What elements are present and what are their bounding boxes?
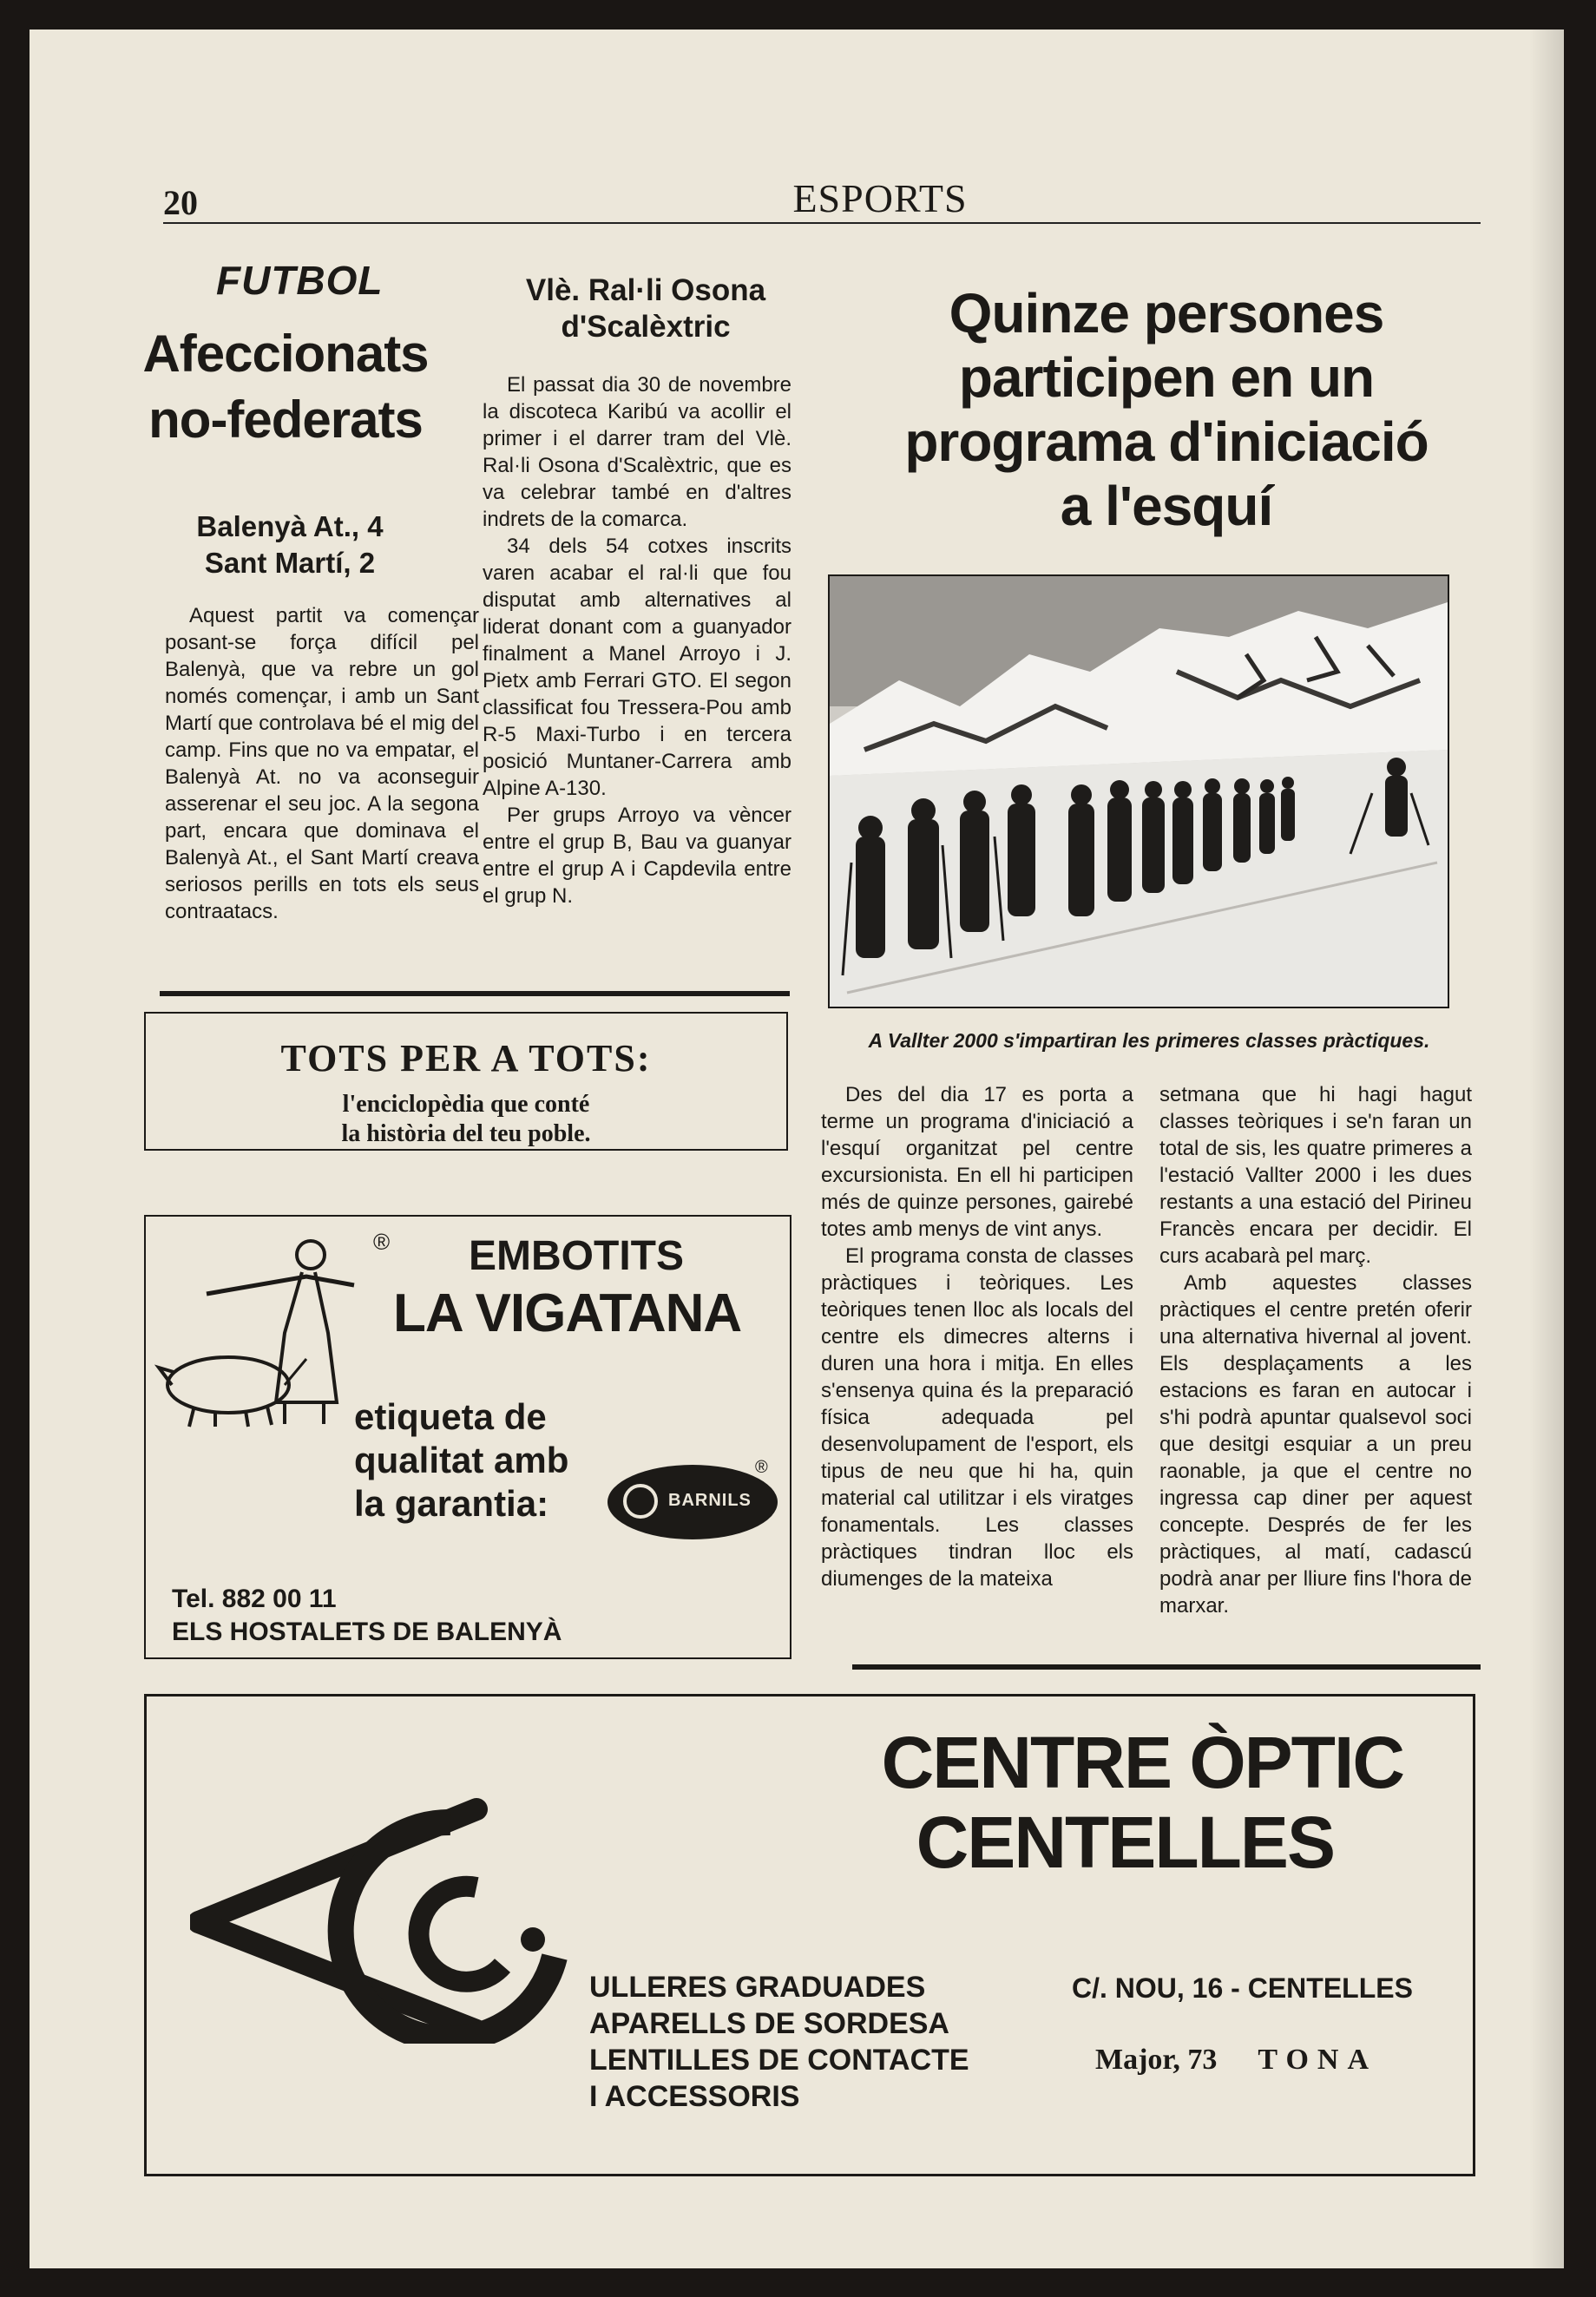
football-paragraph: Aquest partit va començar posant-se força difícil pel Balenyà, que va rebre un gol només començar, i amb un Sant Martí que controlava bé el mig del camp. Fins que no va empatar, el Balenyà At. no va aconseguir asserenar el seu joc. A la segona part, encara que dominava el Balenyà At., el Sant Martí creava seriosos perills en tots els seus contraatacs. bbox=[165, 604, 479, 923]
ski-headline bbox=[863, 281, 1470, 538]
football-headline-line: Afeccionats bbox=[142, 325, 429, 383]
section-title: ESPORTS bbox=[792, 176, 968, 220]
farmer-with-pig-icon bbox=[154, 1229, 363, 1428]
ski-paragraph: El programa consta de classes pràctiques i teòriques. Les teòriques tenen lloc als locals del centre els dimecres alterns i duren una hora i mitja. En elles s'ensenya quina és la preparació física adequada pel desenvolupament de l'esport, els tipus de neu que hi ha, quin material cal utilitzar i els viratges fonamentals. Les classes pràctiques tindran lloc els diumenges de la mateixa bbox=[821, 1244, 1133, 1591]
ad-tots-title: TOTS PER A TOTS: bbox=[280, 1037, 652, 1080]
ad-tots-line: l'enciclopèdia que conté bbox=[342, 1091, 590, 1118]
ski-paragraph: Des del dia 17 es porta a terme un programa d'iniciació a l'esquí organitzat pel centre excursionista. En ell hi participen més de quinze persones, gairebé totes amb menys de vint anys. bbox=[821, 1083, 1133, 1241]
ad-vigatana-slogan-line: la garantia: bbox=[354, 1483, 549, 1524]
football-body bbox=[165, 602, 479, 925]
ad-optic-title1: CENTRE ÒPTIC bbox=[881, 1722, 1403, 1803]
ad-optic-title2: CENTELLES bbox=[916, 1802, 1334, 1883]
ad-optic-address2 bbox=[1095, 2044, 1377, 2077]
ski-paragraph: setmana que hi hagi hagut classes teòriques i se'n faran un total de sis, les quatre primeres a l'estació Vallter 2000 i les dues restants a una estació del Pirineu Francès encara per decidir. El curs acabarà pel març. bbox=[1159, 1083, 1472, 1268]
rally-paragraph: Per grups Arroyo va vèncer entre el grup B, Bau va guanyar entre el grup A i Capdevila entre el grup N. bbox=[483, 804, 791, 908]
rally-paragraph: El passat dia 30 de novembre la discoteca Karibú va acollir el primer i el darrer tram del Vlè. Ral·li Osona d'Scalèxtric, que es va celebrar també en d'altres indrets de la comarca. bbox=[483, 373, 791, 531]
barnils-logo bbox=[608, 1465, 778, 1539]
ad-vigatana-slogan-line: qualitat amb bbox=[354, 1440, 569, 1480]
header-rule bbox=[163, 222, 1481, 224]
ski-photo bbox=[828, 574, 1449, 1008]
football-score-home: Balenyà At., 4 bbox=[196, 510, 384, 542]
ad-vigatana-slogan-line: etiqueta de bbox=[354, 1396, 547, 1437]
ski-photo-caption: A Vallter 2000 s'impartiran les primeres classes pràctiques. bbox=[868, 1029, 1430, 1052]
ad-centre-optic bbox=[144, 1694, 1475, 2176]
newspaper-page bbox=[30, 30, 1564, 2268]
ski-headline-line: participen en un bbox=[958, 346, 1375, 409]
rally-title bbox=[498, 272, 793, 345]
football-kicker: FUTBOL bbox=[216, 258, 384, 303]
registered-mark: ® bbox=[755, 1458, 768, 1477]
ski-body-col2 bbox=[1159, 1081, 1472, 1619]
ad-optic-town: TONA bbox=[1258, 2044, 1378, 2076]
rally-title-line: Vlè. Ral·li Osona bbox=[525, 273, 766, 307]
football-headline-line: no-federats bbox=[148, 390, 423, 449]
ad-optic-address1: C/. NOU, 16 - CENTELLES bbox=[1072, 1972, 1413, 2004]
page-edge-shadow bbox=[1529, 30, 1564, 2268]
registered-mark: ® bbox=[373, 1229, 391, 1255]
ad-optic-product: ULLERES GRADUADES bbox=[589, 1971, 926, 2004]
page-number: 20 bbox=[163, 183, 198, 222]
ad-vigatana-line2: LA VIGATANA bbox=[393, 1283, 742, 1343]
ski-paragraph: Amb aquestes classes pràctiques el centre pretén oferir una alternativa hivernal al jovent. Els desplaçaments a les estacions es faran en autocar i s'hi podrà apuntar qualsevol soci que desitgi esquiar a un preu raonable, ja que el centre no ingressa cap diner per aquest concepte. Després de fer les pràctiques, al matí, cadascú podrà anar per lliure fins l'hora de marxar. bbox=[1159, 1271, 1472, 1618]
ski-bottom-rule bbox=[852, 1664, 1481, 1670]
rally-body bbox=[483, 371, 791, 909]
ad-tots-per-a-tots bbox=[144, 1012, 788, 1151]
ad-optic-product: APARELLS DE SORDESA bbox=[589, 2007, 949, 2040]
ski-photo-illustration bbox=[830, 576, 1448, 1007]
barnils-brand: BARNILS bbox=[668, 1491, 752, 1510]
ad-tots-tagline bbox=[146, 1090, 786, 1149]
ad-vigatana-line1: EMBOTITS bbox=[469, 1233, 684, 1279]
ski-headline-line: Quinze persones bbox=[949, 282, 1384, 345]
ad-vigatana-address: ELS HOSTALETS DE BALENYÀ bbox=[172, 1618, 562, 1646]
ad-vigatana-phone: Tel. 882 00 11 bbox=[172, 1585, 337, 1613]
ad-optic-product: I ACCESSORIS bbox=[589, 2080, 800, 2113]
football-headline bbox=[134, 321, 437, 453]
ad-tots-line: la història del teu poble. bbox=[341, 1120, 591, 1147]
ad-optic-product: LENTILLES DE CONTACTE bbox=[589, 2044, 969, 2077]
football-score bbox=[160, 509, 420, 581]
ski-body-col1 bbox=[821, 1081, 1133, 1592]
ski-headline-line: programa d'iniciació bbox=[904, 410, 1429, 473]
rally-paragraph: 34 dels 54 cotxes inscrits varen acabar el ral·li que fou disputat amb alternatives al liderat donant com a guanyador finalment a Manel Arroyo i J. Pietx amb Ferrari GTO. El segon classificat fou Tressera-Pou amb R-5 Maxi-Turbo i en tercera posició Muntaner-Carrera amb Alpine A-130. bbox=[483, 535, 791, 800]
ad-optic-products bbox=[589, 1969, 969, 2115]
ad-la-vigatana bbox=[144, 1215, 791, 1659]
football-score-away: Sant Martí, 2 bbox=[204, 547, 376, 579]
column-rule bbox=[160, 991, 790, 996]
rally-title-line: d'Scalèxtric bbox=[561, 310, 731, 344]
ad-vigatana-slogan bbox=[354, 1395, 568, 1526]
ad-optic-street: Major, 73 bbox=[1095, 2044, 1218, 2076]
barnils-emblem-icon bbox=[623, 1484, 658, 1519]
ski-headline-line: a l'esquí bbox=[1060, 475, 1273, 537]
